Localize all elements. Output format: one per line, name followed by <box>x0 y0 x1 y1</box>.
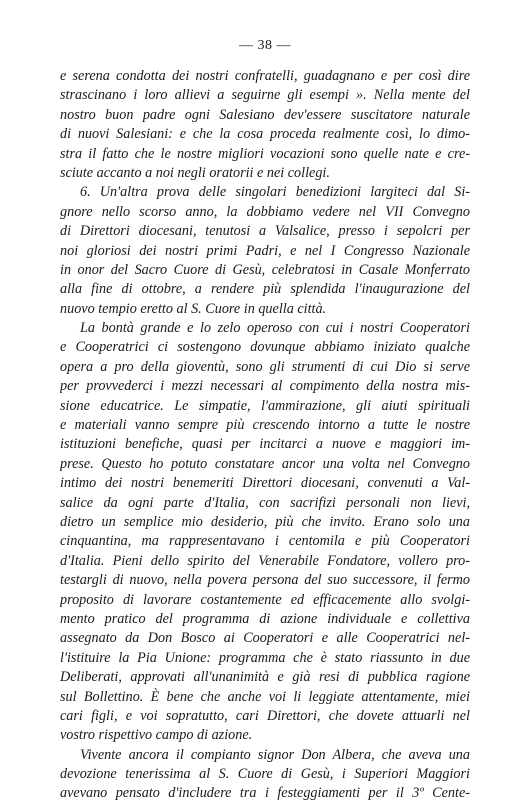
text-line: 6. Un'altra prova delle singolari benedizioni largiteci dal Si- <box>80 184 470 201</box>
text-line: per provvederci i mezzi necessari al compimento della nostra mis- <box>60 378 470 395</box>
text-line: di nuovi Salesiani: e che la cosa proceda realmente così, lo dimo- <box>60 126 470 143</box>
text-line: testargli di nuovo, nella povera persona del suo successore, il fermo <box>60 572 470 589</box>
text-line: sciute accanto a noi negli oratorii e nei collegi. <box>60 164 330 181</box>
text-line: strascinano i loro allievi a seguirne gli esempi ». Nella mente del <box>60 87 470 104</box>
text-line: nostro buon padre ogni Salesiano dev'essere suscitatore naturale <box>60 106 470 123</box>
text-line: Deliberati, approvati all'unanimità e già resi di pubblica ragione <box>60 669 470 686</box>
text-line: istituzioni benefiche, quasi per incitarci a nuove e maggiori im- <box>60 436 470 453</box>
text-line: noi gloriosi dei nostri primi Padri, e nel I Congresso Nazionale <box>60 242 470 259</box>
text-line: nuovo tempio eretto al S. Cuore in quella città. <box>60 300 327 317</box>
text-line: in onor del Sacro Cuore di Gesù, celebratosi in Casale Monferrato <box>60 261 470 278</box>
text-line: assegnato da Don Bosco ai Cooperatori e alle Cooperatrici nel- <box>60 630 470 647</box>
text-line: di Direttori diocesani, tenutosi a Valsalice, presso i sepolcri per <box>60 223 470 240</box>
body-text <box>60 67 470 804</box>
text-line: devozione tenerissima al S. Cuore di Gesù, i Superiori Maggiori <box>60 766 470 783</box>
text-line: stra il fatto che le nostre migliori vocazioni sono quelle nate e cre- <box>60 145 470 162</box>
text-line: dietro un semplice mio desiderio, più che invito. Erano solo una <box>60 513 470 530</box>
text-line: cari figli, e voi sopratutto, cari Direttori, che dovete attuarli nel <box>60 707 470 724</box>
text-line: proposito di lavorare costantemente ed efficacemente allo svolgi- <box>60 591 470 608</box>
text-line: alla fine di ottobre, a rendere più splendida l'inaugurazione del <box>60 281 470 298</box>
text-line: La bontà grande e lo zelo operoso con cui i nostri Cooperatori <box>80 320 470 337</box>
text-line: e serena condotta dei nostri confratelli, guadagnano e per così dire <box>60 68 470 84</box>
text-line: mento pratico del programma di azione individuale e collettiva <box>60 610 470 627</box>
text-line: avevano pensato d'includere tra i festeggiamenti per il 3º Cente- <box>60 785 470 802</box>
text-line: sul Bollettino. È bene che anche voi li leggiate attentamente, miei <box>60 688 470 705</box>
text-line: d'Italia. Pieni dello spirito del Venerabile Fondatore, vollero pro- <box>60 552 470 569</box>
text-line: salice da ogni parte d'Italia, con sacrifizi personali non lievi, <box>60 494 470 511</box>
text-line: opera a pro della gioventù, sono gli strumenti di cui Dio si serve <box>60 358 470 375</box>
text-line: vostro rispettivo campo di azione. <box>60 727 253 744</box>
text-line: gnore nello scorso anno, la dobbiamo vedere nel VII Convegno <box>60 203 470 220</box>
text-line: l'istituire la Pia Unione: programma che è stato riassunto in due <box>60 649 470 666</box>
text-line: Vivente ancora il compianto signor Don Albera, che aveva una <box>80 746 470 763</box>
text-line: prese. Questo ho potuto constatare ancor una volta nel Convegno <box>60 455 470 472</box>
text-line: sione educatrice. Le simpatie, l'ammirazione, gli aiuti spirituali <box>60 397 470 414</box>
text-line: intimo dei nostri benemeriti Direttori diocesani, convenuti a Val- <box>60 475 470 492</box>
page-number: — 38 — <box>239 38 291 53</box>
text-line: cinquantina, ma rappresentavano i centomila e più Cooperatori <box>60 533 470 550</box>
text-line: e Cooperatrici ci sostengono dovunque abbiamo iniziato qualche <box>60 339 470 356</box>
text-line: e materiali vanno sempre più crescendo intorno a tutte le nostre <box>60 417 470 434</box>
